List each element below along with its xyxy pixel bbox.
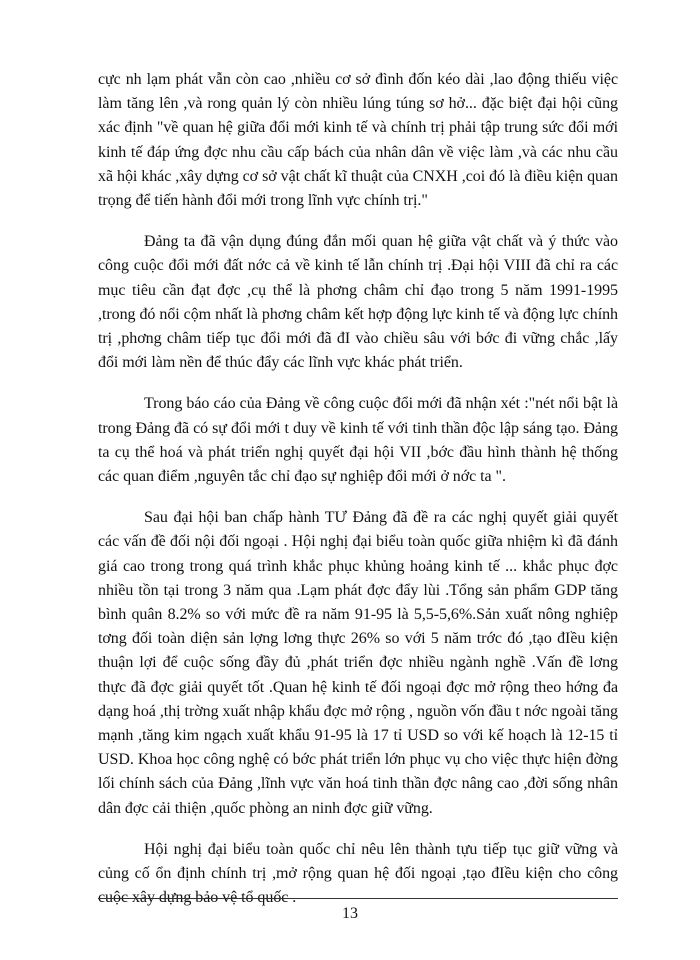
body-text	[98, 68, 618, 928]
paragraph-2: Đảng ta đã vận dụng đúng đắn mối quan hệ giữa vật chất và ý thức vào công cuộc đổi mới đất nớc cả về kinh tế lẫn chính trị .Đại hội VIII đã chỉ ra các mục tiêu cần đạt đợc ,cụ thể là phơng châm chỉ đạo trong 5 năm 1991-1995 ,trong đó nổi cộm nhất là phơng châm kết hợp động lực kinh tế và động lực chính trị ,phơng châm tiếp tục đổi mới đã đI vào chiều sâu với bớc đi vững chắc ,lấy đổi mới làm nền để thúc đẩy các lĩnh vực khác phát triển.	[98, 233, 618, 372]
paragraph-5: Hội nghị đại biểu toàn quốc chỉ nêu lên thành tựu tiếp tục giữ vững và củng cố ổn định chính trị ,mở rộng quan hệ đối ngoại ,tạo đIều kiện cho công cuộc xây dựng bảo vệ tổ quốc .	[98, 840, 618, 907]
paragraph-4: Sau đại hội ban chấp hành TƯ Đảng đã đề ra các nghị quyết giải quyết các vấn đề đối nội đối ngoại . Hội nghị đại biểu toàn quốc giữa nhiệm kì đã đánh giá cao trong trong quá trình khắc phục khủng hoảng kinh tế ... khắc phục đợc nhiều tồn tại trong 3 năm qua .Lạm phát đợc đẩy lùi .Tổng sản phẩm GDP tăng bình quân 8.2% so với mức đề ra năm 91-95 là 5,5-5,6%.Sản xuất nông nghiệp tơng đối toàn diện sản lợng lơng thực 26% so với 5 năm trớc đó ,tạo đIều kiện thuận lợi để cuộc sống đầy đủ ,phát triển đợc nhiều ngành nghề .Vấn đề lơng thực đã đợc giải quyết tốt .Quan hệ kinh tế đối ngoại đợc mở rộng theo hớng đa dạng hoá ,thị trờng xuất nhập khẩu đợc mở rộng , nguồn vốn đầu t nớc ngoài tăng mạnh ,tăng kim ngạch xuất khẩu 91-95 là 17 tỉ USD so với kế hoạch là 12-15 tỉ USD. Khoa học công nghệ có bớc phát triển lớn phục vụ cho việc thực hiện đờng lối chính sách của Đảng ,lĩnh vực văn hoá tinh thần đợc nâng cao ,đời sống nhân dân đợc cải thiện ,quốc phòng an ninh đợc giữ vững.	[98, 509, 618, 817]
paragraph-3: Trong báo cáo của Đảng về công cuộc đổi mới đã nhận xét :"nét nổi bật là trong Đảng đã có sự đổi mới t duy về kinh tế với tinh thần độc lập sáng tạo. Đảng ta cụ thể hoá và phát triển nghị quyết đại hội VII ,bớc đầu hình thành hệ thống các quan điểm ,nguyên tắc chỉ đạo sự nghiệp đổi mới ở nớc ta ".	[98, 395, 618, 486]
footer-divider	[98, 898, 618, 899]
paragraph-1: cực nh lạm phát vẫn còn cao ,nhiều cơ sở đình đốn kéo dài ,lao động thiếu việc làm tăng lên ,và rong quản lý còn nhiều lúng túng sơ hở... đặc biệt đại hội cũng xác định "về quan hệ giữa đổi mới kinh tế và chính trị phải tập trung sức đổi mới kinh tế đáp ứng đợc nhu cầu cấp bách của nhân dân về việc làm ,và các nhu cầu xã hội khác ,xây dựng cơ sở vật chất kĩ thuật của CNXH ,coi đó là điều kiện quan trọng để tiến hành đổi mới trong lĩnh vực chính trị."	[98, 71, 618, 210]
page-number: 13	[342, 905, 358, 922]
